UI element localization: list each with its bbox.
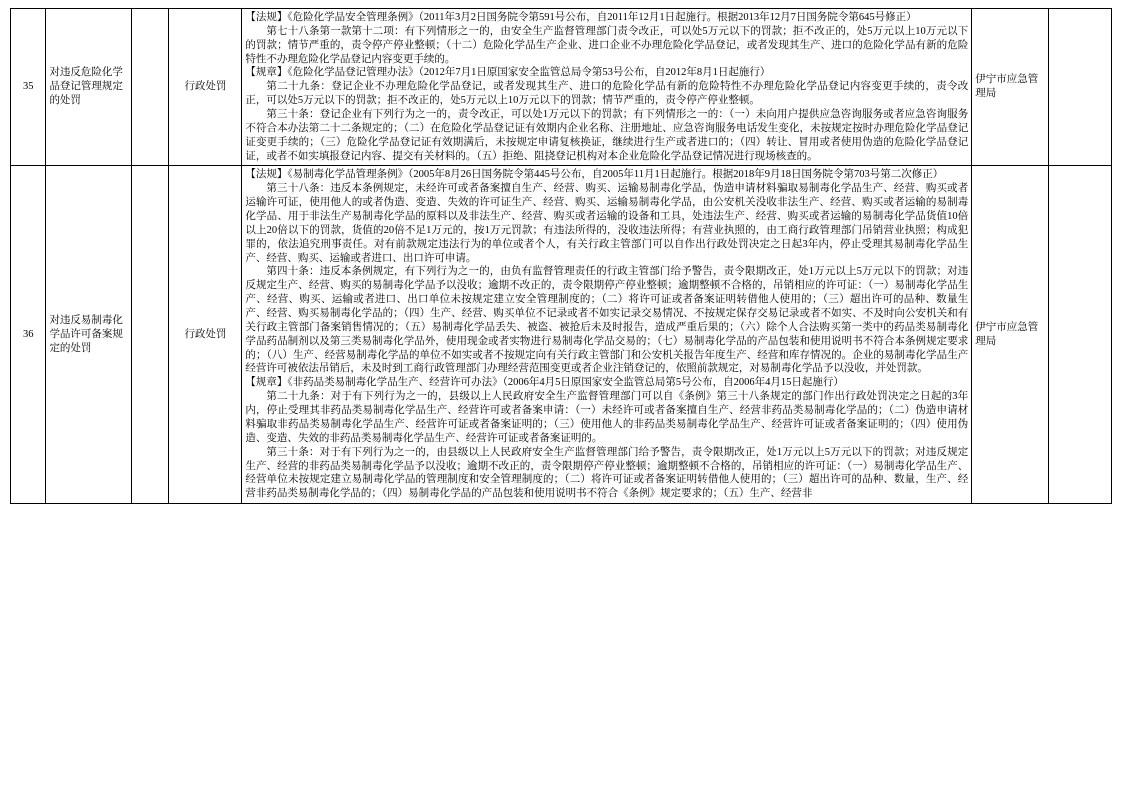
row-implementing-body: 伊宁市应急管理局 <box>972 166 1049 504</box>
row-type: 行政处罚 <box>169 9 242 166</box>
legal-basis-paragraph: 第三十八条：违反本条例规定，未经许可或者备案擅自生产、经营、购买、运输易制毒化学品，伪造申请材料骗取易制毒化学品生产、经营、购买或者运输许可证，使用他人的或者伪造、变造、失效的许可证生产、经营、购买、运输易制毒化学品，由公安机关没收非法生产、经营、购买或者运输的易制毒化学品、用于非法生产易制毒化学品的原料以及非法生产、经营、购买或者运输的设备和工具，处违法生产、经营、购买或者运输的易制毒化学品货值10倍以上20倍以下的罚款，货值的20倍不足1万元的，按1万元罚款；有违法所得的，没收违法所得；有营业执照的，由工商行政管理部门吊销营业执照；构成犯罪的，依法追究刑事责任。对有前款规定违法行为的单位或者个人，有关行政主管部门可以自作出行政处罚决定之日起3年内，停止受理其易制毒化学品生产、经营、购买、运输或者进口、出口许可申请。 <box>245 183 969 264</box>
row-blank-column-1 <box>131 166 169 504</box>
row-blank-column-2 <box>1049 9 1112 166</box>
legal-basis-paragraph: 第四十条：违反本条例规定，有下列行为之一的，由负有监督管理责任的行政主管部门给予警告，责令限期改正，处1万元以上5万元以下的罚款；对违反规定生产、经营、购买的易制毒化学品予以没收；逾期不改正的，责令限期停产停业整顿；逾期整顿不合格的，吊销相应的许可证：（一）易制毒化学品生产、经营、购买、运输或者进口、出口单位未按规定建立安全管理制度的；（二）将许可证或者备案证明转借他人使用的；（三）超出许可的品种、数量生产、经营、购买易制毒化学品的；（四）生产、经营、购买单位不记录或者不如实记录交易情况、不按规定保存交易记录或者不如实、不及时向公安机关和有关行政主管部门备案销售情况的；（五）易制毒化学品丢失、被盗、被抢后未及时报告，造成严重后果的；（六）除个人合法购买第一类中的药品类易制毒化学品药品制剂以及第三类易制毒化学品外，使用现金或者实物进行易制毒化学品交易的；（七）易制毒化学品的产品包装和使用说明书不符合本条例规定要求的；（八）生产、经营易制毒化学品的单位不如实或者不按规定向有关行政主管部门和公安机关报告年度生产、经营和库存情况的。企业的易制毒化学品生产经营许可被依法吊销后，未及时到工商行政管理部门办理经营范围变更或者企业注销登记的，依照前款规定，对易制毒化学品予以没收，并处罚款。 <box>245 266 969 375</box>
row-number: 35 <box>11 9 46 166</box>
legal-basis-paragraph: 第三十条：登记企业有下列行为之一的，责令改正，可以处1万元以下的罚款；有下列情形之一的：（一）未向用户提供应急咨询服务或者应急咨询服务不符合本办法第二十二条规定的；（二）在危险化学品登记证有效期内企业名称、注册地址、应急咨询服务电话发生变化，未按规定按时办理危险化学品登记证变更手续的；（三）危险化学品登记证有效期满后，未按规定申请复核换证，继续进行生产或者进口的；（四）转让、冒用或者使用伪造的危险化学品登记证，或者不如实填报登记内容、提交有关材料的。（五）拒绝、阻挠登记机构对本企业危险化学品登记情况进行现场核查的。 <box>245 109 969 162</box>
legal-basis-paragraph: 第七十八条第一款第十二项：有下列情形之一的，由安全生产监督管理部门责令改正，可以处5万元以下的罚款；拒不改正的，处5万元以上10万元以下的罚款；情节严重的，责令停产停业整顿；（十二）危险化学品生产企业、进口企业不办理危险化学品登记，或者发现其生产、进口的危险化学品有新的危险特性不办理危险化学品登记内容变更手续的。 <box>245 25 969 65</box>
regulation-table <box>10 8 1112 504</box>
legal-basis-paragraph: 第二十九条：对于有下列行为之一的，县级以上人民政府安全生产监督管理部门可以自《条例》第三十八条规定的部门作出行政处罚决定之日起的3年内，停止受理其非药品类易制毒化学品生产、经营许可或者备案申请：（一）未经许可或者备案擅自生产、经营非药品类易制毒化学品的；（二）伪造申请材料骗取非药品类易制毒化学品生产、经营许可证或者备案证明的；（三）使用他人的非药品类易制毒化学品生产、经营许可证或者备案证明的；（四）使用伪造、变造、失效的非药品类易制毒化学品生产、经营许可证或者备案证明的。 <box>245 391 969 444</box>
table-row <box>11 166 1112 504</box>
legal-basis-paragraph: 【法规】《危险化学品安全管理条例》（2011年3月2日国务院令第591号公布，自2011年12月1日起施行。根据2013年12月7日国务院令第645号修正） <box>245 12 917 23</box>
row-item-name: 对违反危险化学品登记管理规定的处罚 <box>46 9 131 166</box>
row-blank-column-1 <box>131 9 169 166</box>
row-number: 36 <box>11 166 46 504</box>
row-type: 行政处罚 <box>169 166 242 504</box>
table-row <box>11 9 1112 166</box>
legal-basis-paragraph: 第三十条：对于有下列行为之一的，由县级以上人民政府安全生产监督管理部门给予警告，责令限期改正，处1万元以上5万元以下的罚款；对违反规定生产、经营的非药品类易制毒化学品予以没收；逾期不改正的，责令限期停产停业整顿；逾期整顿不合格的，吊销相应的许可证：（一）易制毒化学品生产、经营单位未按规定建立易制毒化学品的管理制度和安全管理制度的；（二）将许可证或者备案证明转借他人使用的；（三）超出许可的品种、数量，生产、经营非药品类易制毒化学品的；（四）易制毒化学品的产品包装和使用说明书不符合《条例》规定要求的；（五）生产、经营非 <box>245 446 969 500</box>
legal-basis-paragraph: 【法规】《易制毒化学品管理条例》（2005年8月26日国务院令第445号公布，自2005年11月1日起施行。根据2018年9月18日国务院令第703号第二次修正） <box>245 169 944 181</box>
legal-basis-paragraph: 【规章】《非药品类易制毒化学品生产、经营许可办法》（2006年4月5日原国家安全监管总局第5号公布，自2006年4月15日起施行） <box>245 377 844 389</box>
row-legal-basis <box>242 9 972 166</box>
legal-basis-paragraph: 【规章】《危险化学品登记管理办法》（2012年7月1日原国家安全监管总局令第53号公布，自2012年8月1日起施行） <box>245 67 771 79</box>
row-item-name: 对违反易制毒化学品许可备案规定的处罚 <box>46 166 131 504</box>
legal-basis-paragraph: 第二十九条：登记企业不办理危险化学品登记，或者发现其生产、进口的危险化学品有新的危险特性不办理危险化学品登记内容变更手续的，责令改正，可以处5万元以下的罚款；拒不改正的，处5万元以上10万元以下的罚款；情节严重的，责令停产停业整顿。 <box>245 81 969 107</box>
row-blank-column-2 <box>1049 166 1112 504</box>
row-legal-basis <box>242 166 972 504</box>
row-implementing-body: 伊宁市应急管理局 <box>972 9 1049 166</box>
